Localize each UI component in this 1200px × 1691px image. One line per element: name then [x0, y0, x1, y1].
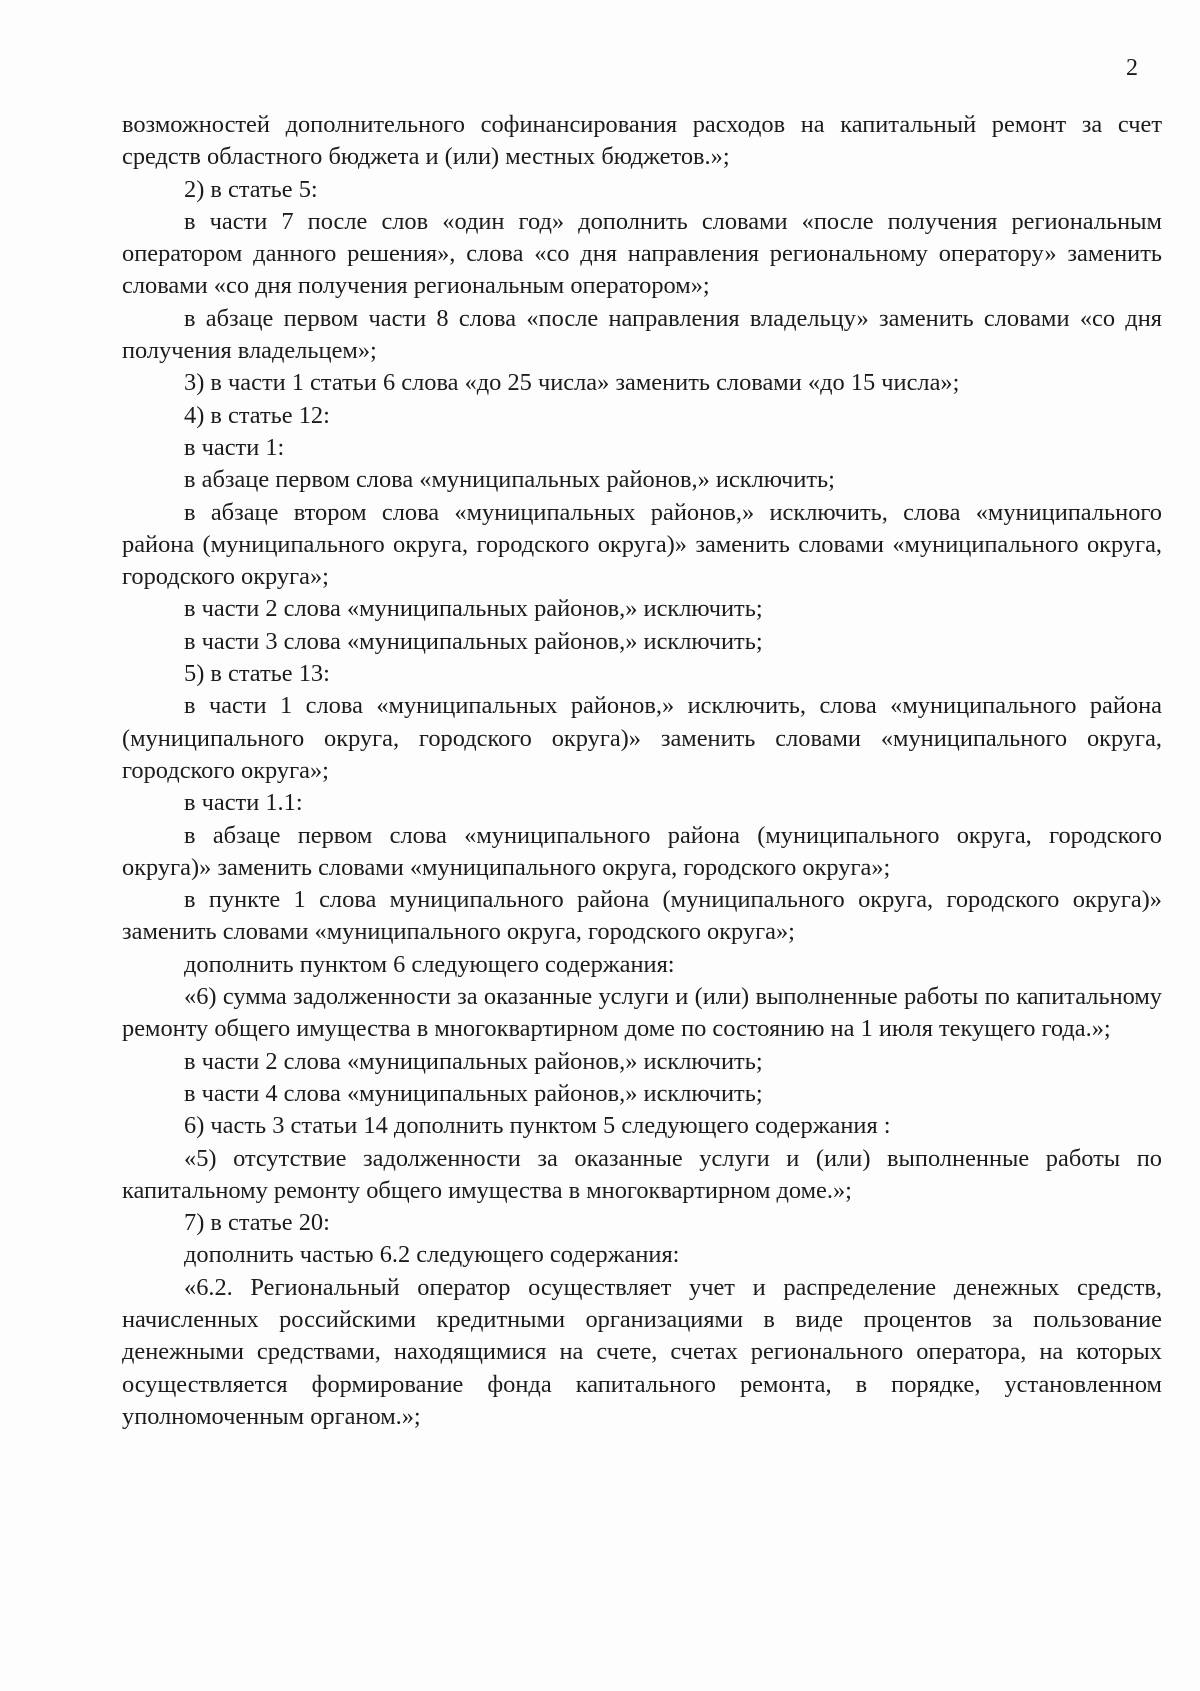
document-body: [122, 109, 1162, 1433]
paragraph: в части 1:: [184, 433, 285, 461]
paragraph: в части 2 слова «муниципальных районов,» исключить;: [184, 1047, 763, 1075]
paragraph: «5) отсутствие задолженности за оказанные услуги и (или) выполненные работы по капитальному ремонту общего имущества в многоквартирном доме.»;: [122, 1144, 1162, 1204]
paragraph: в абзаце первом слова «муниципального района (муниципального округа, городского округа)» заменить словами «муниципального округа, городского округа»;: [122, 821, 1162, 881]
paragraph: в абзаце втором слова «муниципальных районов,» исключить, слова «муниципального района (муниципального округа, городского округа)» заменить словами «муниципального округа, городского округа»;: [122, 498, 1162, 591]
list-item: 5) в статье 13:: [184, 660, 330, 688]
paragraph: возможностей дополнительного софинансирования расходов на капитальный ремонт за счет средств областного бюджета и (или) местных бюджетов.»;: [122, 111, 1162, 171]
paragraph: дополнить пунктом 6 следующего содержания:: [184, 950, 675, 978]
paragraph: в части 1 слова «муниципальных районов,» исключить, слова «муниципального района (муниципального округа, городского округа)» заменить словами «муниципального округа, городского округа»;: [122, 692, 1162, 784]
paragraph: в абзаце первом части 8 слова «после направления владельцу» заменить словами «со дня получения владельцем»;: [122, 304, 1162, 365]
paragraph: в части 4 слова «муниципальных районов,» исключить;: [184, 1079, 763, 1107]
list-item: 2) в статье 5:: [184, 175, 318, 203]
list-item: 3) в части 1 статьи 6 слова «до 25 числа» заменить словами «до 15 числа»;: [184, 369, 960, 397]
paragraph: в части 1.1:: [184, 789, 303, 817]
paragraph: «6.2. Региональный оператор осуществляет учет и распределение денежных средств, начисленных российскими кредитными организациями в виде процентов за пользование денежными средствами, находящимися на счете, счетах регионального оператора, на которых осуществляется формирование фонда капитального ремонта, в порядке, установленном уполномоченным органом.»;: [122, 1273, 1162, 1430]
paragraph: «6) сумма задолженности за оказанные услуги и (или) выполненные работы по капитальному ремонту общего имущества в многоквартирном доме по состоянию на 1 июля текущего года.»;: [122, 983, 1162, 1043]
paragraph: в абзаце первом слова «муниципальных районов,» исключить;: [184, 466, 835, 494]
paragraph: в части 7 после слов «один год» дополнить словами «после получения региональным оператором данного решения», слова «со дня направления региональному оператору» заменить словами «со дня получения региональным оператором»;: [122, 207, 1162, 300]
paragraph: в части 3 слова «муниципальных районов,» исключить;: [184, 627, 763, 655]
list-item: 4) в статье 12:: [184, 401, 330, 429]
list-item: 7) в статье 20:: [184, 1209, 330, 1237]
page-number: 2: [1126, 55, 1138, 81]
list-item: 6) часть 3 статьи 14 дополнить пунктом 5 следующего содержания :: [184, 1112, 891, 1140]
paragraph: в пункте 1 слова муниципального района (муниципального округа, городского округа)» заменить словами «муниципального округа, городского округа»;: [122, 886, 1162, 946]
paragraph: в части 2 слова «муниципальных районов,» исключить;: [184, 595, 763, 623]
paragraph: дополнить частью 6.2 следующего содержания:: [184, 1241, 680, 1269]
